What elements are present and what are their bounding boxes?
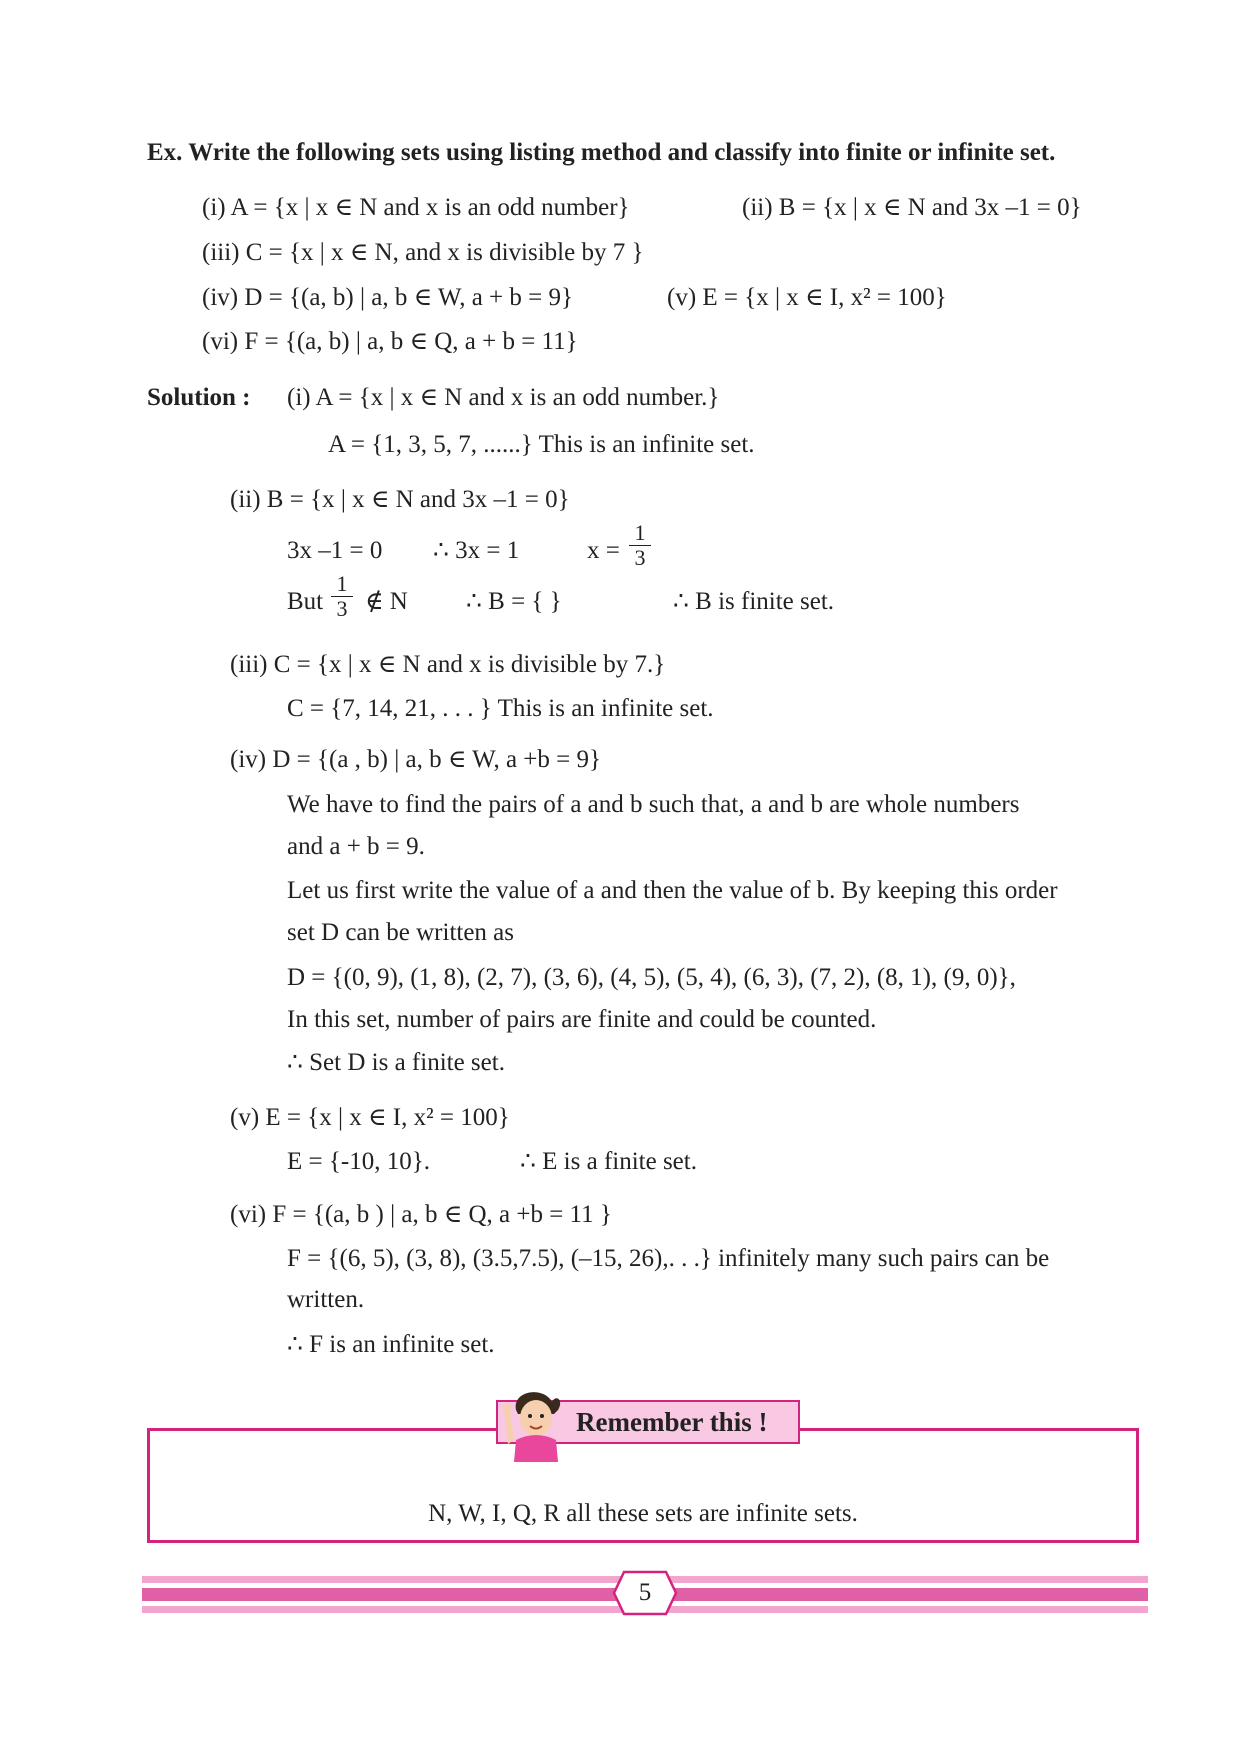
solution-v-conclusion: ∴ E is a finite set. — [520, 1148, 697, 1175]
solution-iv-line1: (iv) D = {(a , b) | a, b ∈ W, a +b = 9} — [230, 746, 601, 773]
solution-iv-line3: and a + b = 9. — [287, 833, 425, 860]
solution-v-line1: (v) E = {x | x ∈ I, x² = 100} — [230, 1104, 510, 1131]
fraction-one-third-b — [331, 572, 353, 621]
fraction-denominator: 3 — [336, 596, 348, 621]
solution-ii-conclusion: ∴ B is finite set. — [673, 588, 835, 615]
solution-iii-line1: (iii) C = {x | x ∈ N and x is divisible by 7.} — [230, 651, 666, 678]
question-i: (i) A = {x | x ∈ N and x is an odd number} — [202, 194, 630, 221]
solution-label: Solution : — [147, 384, 251, 411]
solution-vi-line1: (vi) F = {(a, b ) | a, b ∈ Q, a +b = 11 } — [230, 1201, 612, 1228]
fraction-numerator: 1 — [331, 572, 353, 597]
page-number: 5 — [638, 1579, 652, 1606]
solution-ii-eq2: ∴ 3x = 1 — [433, 537, 520, 564]
remember-body: N, W, I, Q, R all these sets are infinite sets. — [428, 1500, 858, 1527]
solution-i-line2: A = {1, 3, 5, 7, ......} This is an infinite set. — [328, 431, 755, 458]
fraction-denominator: 3 — [634, 545, 646, 570]
remember-title: Remember this ! — [496, 1400, 800, 1444]
solution-ii-eq1: 3x –1 = 0 — [287, 537, 383, 564]
solution-iv-line2: We have to find the pairs of a and b such that, a and b are whole numbers — [287, 791, 1020, 818]
solution-ii-eq3: x = — [587, 537, 620, 564]
question-v: (v) E = {x | x ∈ I, x² = 100} — [667, 284, 947, 311]
fraction-one-third — [629, 521, 651, 570]
solution-ii-notin: ∉ N — [365, 588, 408, 615]
solution-vi-line3: written. — [287, 1286, 365, 1313]
question-ii: (ii) B = {x | x ∈ N and 3x –1 = 0} — [742, 194, 1082, 221]
question-vi: (vi) F = {(a, b) | a, b ∈ Q, a + b = 11} — [202, 328, 578, 355]
solution-iv-pairs: D = {(0, 9), (1, 8), (2, 7), (3, 6), (4, 5), (5, 4), (6, 3), (7, 2), (8, 1), (9, 0)}, — [287, 964, 1016, 991]
exercise-heading: Ex. Write the following sets using listing method and classify into finite or infinite set. — [147, 139, 1056, 166]
solution-iii-line2: C = {7, 14, 21, . . . } This is an infinite set. — [287, 695, 714, 722]
solution-iv-line7: In this set, number of pairs are finite and could be counted. — [287, 1006, 877, 1033]
solution-ii-line1: (ii) B = {x | x ∈ N and 3x –1 = 0} — [230, 486, 570, 513]
solution-ii-empty: ∴ B = { } — [466, 588, 562, 615]
solution-vi-conclusion: ∴ F is an infinite set. — [287, 1331, 495, 1358]
solution-ii-but: But — [287, 588, 324, 615]
solution-iv-line4: Let us first write the value of a and then the value of b. By keeping this order — [287, 877, 1058, 904]
solution-iv-conclusion: ∴ Set D is a finite set. — [287, 1049, 505, 1076]
fraction-numerator: 1 — [629, 521, 651, 546]
boy-illustration-icon — [494, 1380, 568, 1462]
solution-v-line2: E = {-10, 10}. — [287, 1148, 430, 1175]
solution-i-line1: (i) A = {x | x ∈ N and x is an odd number.} — [287, 384, 720, 411]
solution-vi-line2: F = {(6, 5), (3, 8), (3.5,7.5), (–15, 26),. . .} infinitely many such pairs can be — [287, 1245, 1050, 1272]
question-iii: (iii) C = {x | x ∈ N, and x is divisible by 7 } — [202, 239, 644, 266]
solution-iv-line5: set D can be written as — [287, 919, 515, 946]
question-iv: (iv) D = {(a, b) | a, b ∈ W, a + b = 9} — [202, 284, 573, 311]
